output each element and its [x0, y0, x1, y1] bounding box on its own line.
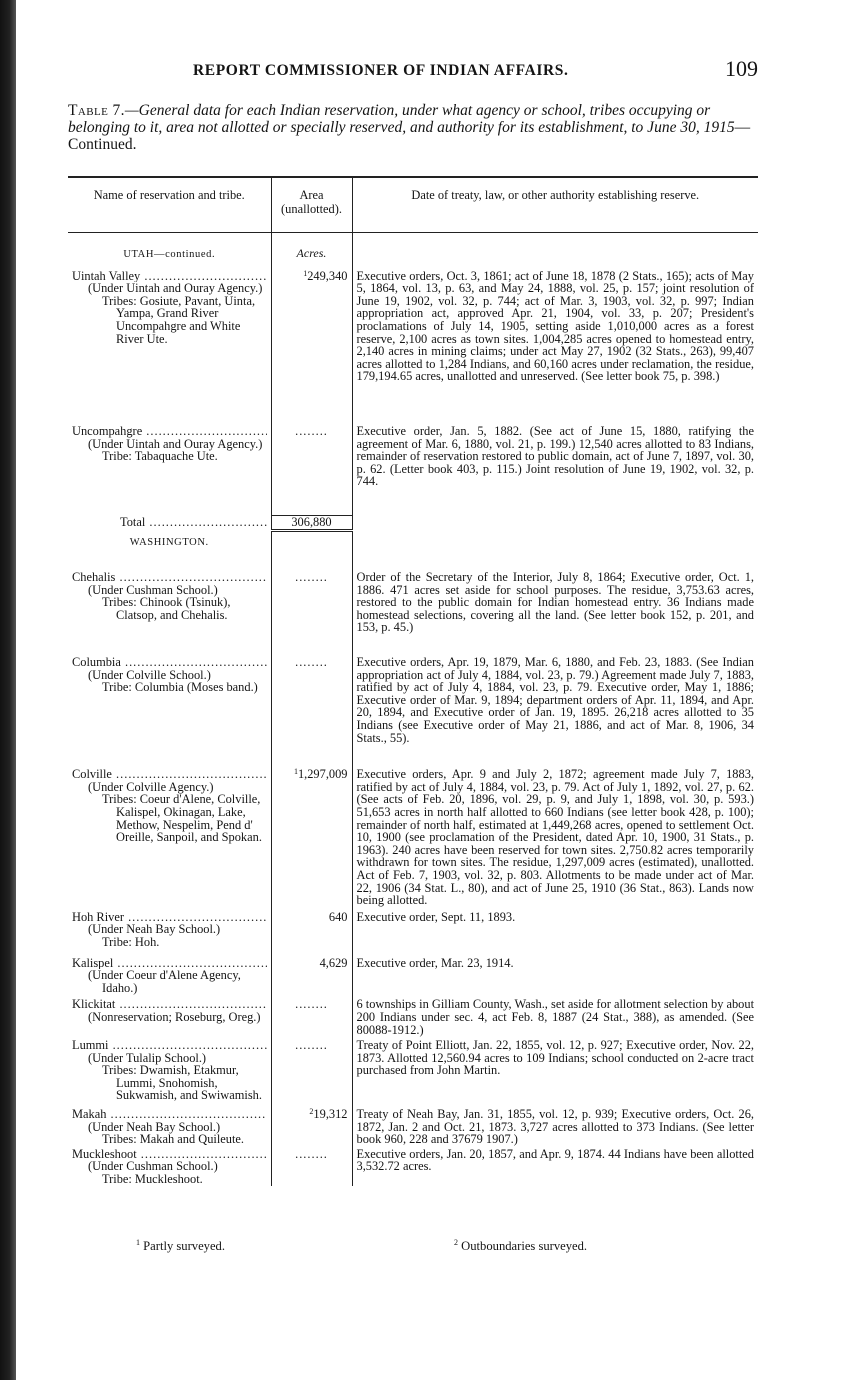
area-leader-dots: ........	[295, 1039, 328, 1052]
area-value: 4,629	[319, 955, 348, 970]
table-row	[68, 1039, 758, 1102]
row-spacer	[68, 488, 758, 516]
reservation-cell	[68, 425, 271, 488]
reservation-table	[68, 176, 758, 1186]
area-leader-dots: ........	[295, 424, 328, 438]
authority-cell: Treaty of Point Elliott, Jan. 22, 1855, vol. 12, p. 927; Executive order, Nov. 22, 1873. Allotted 12,560.94 acres to 109 Indians; school conducted on 2-acre tract purchased from John Martin.	[356, 1038, 754, 1078]
reservation-cell	[68, 1108, 271, 1146]
footnote-marker: 1	[303, 268, 308, 278]
page-header	[68, 56, 758, 88]
authority-cell: 6 townships in Gilliam County, Wash., set aside for allotment selection by about 200 Indians under sec. 4, act Feb. 8, 1887 (24 Stat., 388), as amended. (See 80088-1912.)	[356, 997, 755, 1037]
reservation-name-text: Makah .....	[72, 1108, 267, 1121]
total-row	[68, 516, 758, 531]
authority-cell: Executive orders, Jan. 20, 1857, and Apr. 9, 1874. 44 Indians have been allotted 3,532.72 acres.	[356, 1146, 754, 1174]
reservation-cell	[68, 957, 271, 995]
footnote-2	[454, 1239, 587, 1254]
area-cell	[271, 571, 352, 634]
table-row	[68, 957, 758, 995]
authority-cell: Executive order, Sept. 11, 1893.	[356, 909, 516, 924]
area-cell	[271, 911, 352, 949]
table-row	[68, 768, 758, 907]
footnote-1-marker: 1	[136, 1238, 140, 1247]
area-leader-dots: ........	[295, 998, 328, 1011]
footnote-2-marker: 2	[454, 1238, 458, 1247]
reservation-name	[72, 768, 267, 781]
reservation-name	[72, 1039, 267, 1052]
row-spacer	[68, 744, 758, 768]
reservation-name	[72, 1108, 267, 1121]
reservation-detail-line: (Under Neah Bay School.)	[88, 922, 221, 937]
reservation-detail-line: Tribes: Dwamish, Etakmur, Lummi, Snohomish, Sukwamish, and Swiwamish.	[102, 1063, 262, 1103]
area-cell	[271, 270, 352, 383]
area-value: 640	[328, 909, 348, 924]
column-header-name: Name of reservation and tribe.	[68, 177, 271, 233]
reservation-detail-line: (Under Colville Agency.)	[88, 779, 214, 794]
area-leader-dots: ........	[295, 656, 328, 669]
reservation-detail-line: (Nonreservation; Roseburg, Oreg.)	[88, 1009, 261, 1024]
area-cell	[271, 1148, 352, 1186]
reservation-detail-line: (Under Neah Bay School.)	[88, 1119, 221, 1134]
total-value: 306,880	[271, 516, 352, 531]
reservation-detail-line: Tribe: Columbia (Moses band.)	[102, 680, 258, 695]
reservation-cell	[68, 998, 271, 1036]
reservation-detail-line: (Under Tulalip School.)	[88, 1050, 207, 1065]
authority-cell: Treaty of Neah Bay, Jan. 31, 1855, vol. 12, p. 939; Executive orders, Oct. 26, 1872, Jan. 2 and Oct. 21, 1873. 3,727 acres allotted to 373 Indians. (See letter book 960, 228 and 37679 1907.)	[356, 1107, 754, 1147]
reservation-cell	[68, 1039, 271, 1102]
reservation-table-wrapper	[68, 176, 758, 1186]
reservation-cell	[68, 1148, 271, 1186]
total-label-cell	[68, 516, 271, 531]
area-cell	[271, 656, 352, 744]
reservation-detail-line: (Under Uintah and Ouray Agency.)	[88, 281, 263, 296]
reservation-name	[72, 571, 267, 584]
table-label: Table 7.	[68, 102, 125, 119]
authority-cell: Order of the Secretary of the Interior, July 8, 1864; Executive order, Oct. 1, 1886. 471 acres set aside for school purposes. The residue, 3,753.63 acres, restored to the public domain for Indian homestead entry. 36 Indians made homestead selections, covering all the land. (See letter book 152, p. 201, and 153, p. 45.)	[356, 570, 754, 635]
reservation-cell	[68, 571, 271, 634]
reservation-detail-line: Tribes: Gosiute, Pavant, Uinta, Yampa, Grand River Uncompahgre and White River Ute.	[102, 293, 256, 346]
document-page	[68, 56, 758, 153]
reservation-detail-line: (Under Cushman School.)	[88, 1159, 218, 1174]
reservation-name-text: Columbia .....	[72, 656, 267, 669]
table-header-row	[68, 177, 758, 233]
authority-cell: Executive order, Jan. 5, 1882. (See act of June 15, 1880, ratifying the agreement of Mar. 6, 1880, vol. 21, p. 199.) 12,540 acres allotted to 83 Indians, remainder of reservation restored to public domain, act of June 7, 1897, vol. 30, p. 62. (Letter book 403, p. 115.) Joint resolution of June 19, 1902, vol. 32, p. 744.	[356, 423, 754, 489]
footnote-1	[136, 1239, 225, 1254]
state-heading-washington: WASHINGTON.	[129, 536, 209, 548]
footnote-marker: 2	[309, 1107, 314, 1117]
book-spine-shadow	[0, 0, 16, 1380]
reservation-detail-line: (Under Coeur d'Alene Agency, Idaho.)	[88, 968, 241, 995]
page-number: 109	[725, 56, 758, 81]
running-head: REPORT COMMISSIONER OF INDIAN AFFAIRS.	[193, 62, 569, 79]
reservation-detail-line: Tribe: Tabaquache Ute.	[102, 449, 218, 464]
column-header-authority: Date of treaty, law, or other authority establishing reserve.	[352, 177, 758, 233]
area-cell	[271, 1108, 352, 1146]
area-cell	[271, 768, 352, 907]
table-row	[68, 270, 758, 383]
reservation-name-text: Uncompahgre .....	[72, 425, 267, 438]
reservation-name-text: Chehalis .....	[72, 571, 267, 584]
table-row	[68, 1148, 758, 1186]
table-row	[68, 656, 758, 744]
reservation-detail-line: Tribe: Hoh.	[102, 934, 160, 949]
state-row-utah	[68, 233, 758, 270]
reservation-detail-line: (Under Colville School.)	[88, 667, 211, 682]
table-title: —General data for each Indian reservation, under what agency or school, tribes occupying or belonging to it, area not allotted or specially reserved, and authority for its establishment, to June 30, 1915	[68, 102, 735, 136]
reservation-name-text: Muckleshoot .....	[72, 1148, 267, 1161]
table-row	[68, 571, 758, 634]
table-row	[68, 425, 758, 488]
row-spacer	[68, 634, 758, 656]
total-label-line	[120, 516, 267, 529]
table-caption	[68, 102, 758, 153]
state-heading-utah: UTAH—continued.	[123, 249, 216, 260]
column-header-area: Area (unallotted).	[271, 177, 352, 233]
reservation-detail-line: (Under Uintah and Ouray Agency.)	[88, 436, 263, 451]
area-leader-dots: ........	[295, 1147, 328, 1161]
area-value: 1,297,009	[297, 767, 348, 782]
reservation-cell	[68, 768, 271, 907]
reservation-cell	[68, 270, 271, 383]
area-cell	[271, 998, 352, 1036]
state-row-washington	[68, 531, 758, 572]
reservation-name	[72, 656, 267, 669]
reservation-detail-line: Tribe: Muckleshoot.	[102, 1172, 203, 1187]
footnote-marker: 1	[293, 767, 298, 777]
reservation-detail-line: Tribes: Chinook (Tsinuk), Clatsop, and Chehalis.	[102, 595, 231, 622]
area-cell	[271, 425, 352, 488]
reservation-name-text: Klickitat .....	[72, 998, 267, 1011]
table-row	[68, 998, 758, 1036]
authority-cell: Executive orders, Oct. 3, 1861; act of June 18, 1878 (2 Stats., 165); acts of May 5, 1864, vol. 13, p. 63, and May 24, 1888, vol. 25, p. 157; joint resolution of June 19, 1902, vol. 32, p. 744; act of Mar. 3, 1903, vol. 32, p. 997; Indian appropriation act, approved Apr. 21, 1904, vol. 33, p. 207; President's proclamations of July 14, 1905, setting aside 1,010,000 acres as a forest reserve, 2,100 acres as town sites. 1,004,285 acres opened to homestead entry, 2,140 acres in mining claims; under act May 27, 1902 (32 Stats., 263), 99,407 acres allotted to 1,284 Indians, and 60,160 acres under reclamation, the residue, 179,194.65 acres, unallotted and unreserved. (See letter book 75, p. 398.)	[356, 268, 754, 384]
total-label: Total .....	[120, 516, 267, 529]
area-cell	[271, 957, 352, 995]
table-title-suffix: —Continued.	[68, 119, 751, 153]
reservation-cell	[68, 911, 271, 949]
reservation-name	[72, 425, 267, 438]
reservation-detail-line: Tribes: Makah and Quileute.	[102, 1132, 245, 1147]
reservation-name-text: Kalispel .....	[72, 957, 267, 970]
authority-cell: Executive orders, Apr. 9 and July 2, 1872; agreement made July 7, 1883, ratified by act of July 4, 1884, vol. 23, p. 79. Act of July 1, 1892, vol. 27, p. 62. (See acts of Feb. 20, 1896, vol. 29, p. 9, and July 1, 1898, vol. 30, p. 593.) 51,653 acres in north half allotted to 660 Indians (see letter book 428, p. 100); remainder of north half, estimated at 1,449,268 acres, opened to settlement Oct. 10, 1900 (see proclamation of the President, dated Apr. 10, 1900, 31 Stats., p. 1963). 240 acres have been reserved for town sites. 2,750.82 acres temporarily withdrawn for town sites. The residue, 1,297,009 acres (estimated), unallotted. Act of Feb. 7, 1903, vol. 32, p. 803. Allotments to be made under act of Mar. 22, 1906 (34 Stat. L., 80), and act of June 25, 1910 (36 Stat., 863). Lands now being allotted.	[356, 767, 754, 908]
footnote-1-text: Partly surveyed.	[143, 1239, 225, 1253]
reservation-detail-line: Tribes: Coeur d'Alene, Colville, Kalispel, Okinagan, Lake, Methow, Nespelim, Pend d' Oreille, Sanpoil, and Spokan.	[102, 792, 262, 845]
table-row	[68, 1108, 758, 1146]
area-cell	[271, 1039, 352, 1102]
area-value: 19,312	[313, 1107, 348, 1122]
reservation-name-text: Hoh River .....	[72, 911, 267, 924]
authority-cell: Executive orders, Apr. 19, 1879, Mar. 6, 1880, and Feb. 23, 1883. (See Indian appropriation act of July 4, 1884, vol. 23, p. 79.) Agreement made July 7, 1883, ratified by act of July 4, 1884, vol. 23, p. 79. Executive order, May 1, 1886; Executive order of Mar. 9, 1894; department orders of Apr. 11, 1894, and Apr. 20, 1894, and Executive order of Jan. 19, 1895. 26,218 acres allotted to 35 Indians (see Executive order of May 21, 1886, and act of Mar. 8, 1906, 34 Stats., 55).	[356, 655, 754, 745]
reservation-name-text: Lummi .....	[72, 1039, 267, 1052]
table-row	[68, 911, 758, 949]
reservation-cell	[68, 656, 271, 744]
acres-unit-label: Acres.	[296, 246, 327, 260]
row-spacer	[68, 383, 758, 425]
reservation-detail-line: (Under Cushman School.)	[88, 582, 218, 597]
reservation-name-text: Uintah Valley .....	[72, 270, 267, 283]
area-value: 249,340	[307, 268, 348, 283]
area-leader-dots: ........	[295, 571, 328, 584]
reservation-name-text: Colville .....	[72, 768, 267, 781]
authority-cell: Executive order, Mar. 23, 1914.	[356, 955, 514, 970]
footnote-2-text: Outboundaries surveyed.	[461, 1239, 588, 1253]
